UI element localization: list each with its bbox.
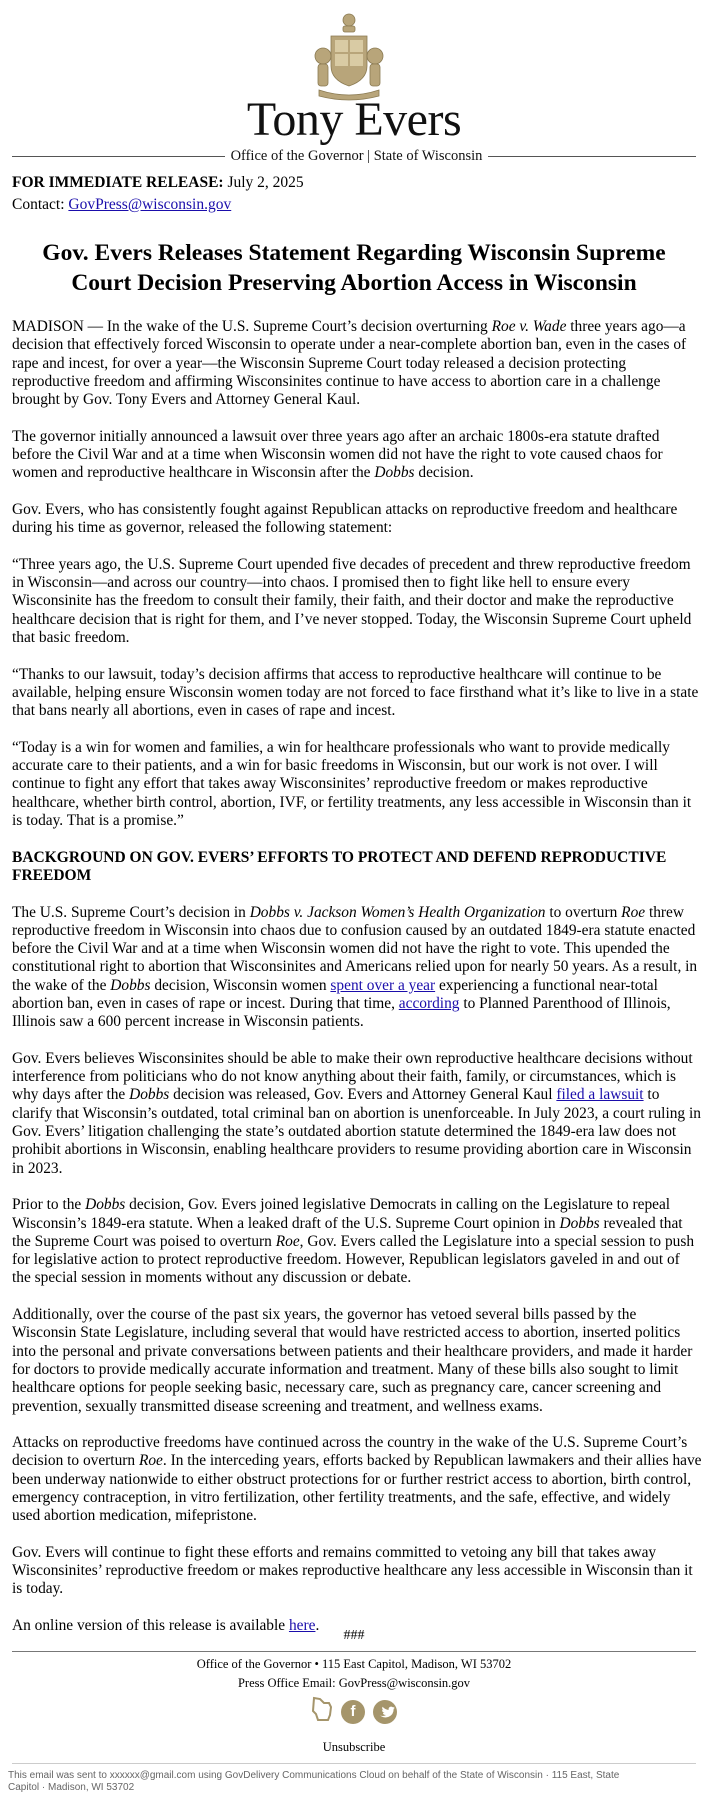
- filed-a-lawsuit-link[interactable]: filed a lawsuit: [556, 1086, 644, 1104]
- paragraph: [12, 428, 702, 483]
- quote-paragraph: “Today is a win for women and families, a win for healthcare professionals who want to provide medically accurate care to their patients, and a win for basic freedoms in Wisconsin, but our work is not over. I will continue to fight any effort that takes away Wisconsinites’ reproductive freedom or makes reproductive healthcare, whether birth control, abortion, IVF, or fertility treatments, any less accessible in Wisconsin than it is today. That is a promise.”: [12, 738, 692, 830]
- text: Prior to the: [12, 1196, 86, 1214]
- office-line: Office of the Governor | State of Wisconsin: [230, 148, 483, 164]
- governor-name: Tony Evers: [246, 93, 462, 146]
- text: MADISON — In the wake of the U.S. Supreme Court’s decision overturning: [12, 318, 492, 335]
- italic-text: Dobbs: [129, 1086, 170, 1104]
- paragraph: [12, 318, 702, 409]
- paragraph: Gov. Evers, who has consistently fought against Republican attacks on reproductive freedom and healthcare during his time as governor, released the following statement:: [12, 500, 678, 537]
- text: experiencing a functional near-total abortion ban, even in cases of rape or incest. During that time,: [12, 976, 658, 1012]
- release-label: FOR IMMEDIATE RELEASE:: [12, 174, 224, 191]
- text: Gov. Evers believes Wisconsinites should be able to make their own reproductive healthcare decisions without interference from politicians who do not know anything about their faith, family, or circumstances, which is why days after the: [12, 1049, 693, 1104]
- paragraph: [12, 904, 702, 1032]
- twitter-icon[interactable]: [373, 1700, 397, 1724]
- background-heading: BACKGROUND ON GOV. EVERS’ EFFORTS TO PROTECT AND DEFEND REPRODUCTIVE FREEDOM: [12, 848, 667, 884]
- contact-email-link[interactable]: GovPress@wisconsin.gov: [68, 196, 232, 213]
- italic-text: Roe: [621, 903, 646, 921]
- footer-press-email: Press Office Email: GovPress@wisconsin.gov: [237, 1676, 471, 1690]
- paragraph: Gov. Evers will continue to fight these efforts and remains committed to vetoing any bill that takes away Wisconsinites’ reproductive freedom or makes reproductive healthcare any less accessible in Wisconsin than it is today.: [12, 1543, 693, 1598]
- italic-text: Dobbs: [374, 464, 415, 482]
- divider: [488, 156, 696, 157]
- online-version-link[interactable]: here: [288, 1617, 316, 1635]
- footer-divider: [12, 1651, 696, 1652]
- bottom-divider: [12, 1763, 696, 1764]
- unsubscribe-link[interactable]: Unsubscribe: [322, 1740, 386, 1754]
- according-link[interactable]: according: [398, 994, 460, 1012]
- release-body: [12, 318, 702, 1654]
- delivery-disclaimer: This email was sent to xxxxxx@gmail.com using GovDelivery Communications Cloud on behalf of the State of Wisconsin · 115 East, State Capitol · Madison, WI 53702: [8, 1770, 620, 1793]
- paragraph: [12, 1434, 702, 1525]
- italic-text: Dobbs: [85, 1196, 126, 1214]
- text: .: [315, 1617, 320, 1635]
- text: An online version of this release is available: [12, 1617, 289, 1635]
- text: decision was released, Gov. Evers and Attorney General Kaul: [169, 1086, 557, 1104]
- wisconsin-icon[interactable]: [311, 1696, 333, 1727]
- text: threw reproductive freedom in Wisconsin into chaos due to confusion caused by an outdated 1849-era statute enacted before the Civil War and at a time when Wisconsin women did not have the right to vote. This upended the constitutional right to abortion that Wisconsinites and Americans relied upon for nearly 50 years. As a result, in the wake of the: [12, 903, 698, 994]
- text: . In the interceding years, efforts backed by Republican lawmakers and their allies have been underway nationwide to either obstruct protections for or further restrict access to abortion, birth control, emergency contraception, in vitro fertilization, other fertility treatments, and the safe, effective, and widely used abortion medication, mifepristone.: [12, 1452, 702, 1525]
- footer-address: Office of the Governor • 115 East Capitol, Madison, WI 53702: [196, 1657, 512, 1671]
- quote-paragraph: “Three years ago, the U.S. Supreme Court upended five decades of precedent and threw reproductive freedom in Wisconsin—and across our country—into chaos. I promised then to fight like hell to ensure every Wisconsinite has the freedom to consult their family, their faith, and their doctor and make the reproductive healthcare decision that is right for them, and I’ve never stopped. Today, the Wisconsin Supreme Court upheld that basic freedom.: [12, 555, 692, 647]
- text: to Planned Parenthood of Illinois, Illinois saw a 600 percent increase in Wisconsin patients.: [12, 994, 671, 1031]
- text: three years ago—a decision that effectively forced Wisconsin to operate under a near-complete abortion ban, even in the cases of rape and incest, for over a year—the Wisconsin Supreme Court today released a decision protecting reproductive freedom and affirming Wisconsinites continue to have access to abortion care in a challenge brought by Gov. Tony Evers and Attorney General Kaul.: [12, 318, 687, 409]
- paragraph: [12, 1196, 702, 1287]
- italic-text: Dobbs: [110, 976, 151, 994]
- spent-over-a-year-link[interactable]: spent over a year: [330, 976, 436, 994]
- state-seal-logo: [313, 10, 385, 102]
- italic-text: Roe v. Wade: [491, 318, 567, 335]
- divider: [12, 156, 225, 157]
- facebook-icon[interactable]: f: [341, 1700, 365, 1724]
- release-date: July 2, 2025: [227, 174, 304, 191]
- release-title: Gov. Evers Releases Statement Regarding Wisconsin Supreme Court Decision Preserving Abortion Access in Wisconsin: [42, 240, 666, 296]
- text: decision, Wisconsin women: [150, 976, 331, 994]
- contact-label: Contact:: [12, 196, 65, 213]
- text: to clarify that Wisconsin’s outdated, total criminal ban on abortion is unenforceable. In July 2023, a court ruling in Gov. Evers’ litigation challenging the state’s outdated abortion statute determined the 1849-era law does not prohibit abortions in Wisconsin, enabling healthcare providers to resume providing abortion care in Wisconsin in 2023.: [12, 1086, 701, 1177]
- italic-text: Dobbs v. Jackson Women’s Health Organization: [249, 903, 546, 921]
- text: Attacks on reproductive freedoms have continued across the country in the wake of the U.S. Supreme Court’s decision to overturn: [12, 1434, 688, 1470]
- text: The U.S. Supreme Court’s decision in: [12, 903, 250, 921]
- office-line-row: [12, 146, 696, 166]
- paragraph: Additionally, over the course of the past six years, the governor has vetoed several bills passed by the Wisconsin State Legislature, including several that would have restricted access to abortion, inserted politics into the personal and private conversations between patients and their healthcare providers, and made it harder for doctors to provide medically accurate information and treatment. Many of these bills also sought to limit healthcare options for people seeking basic, necessary care, such as pregnancy care, cancer screening and prevention, sexually transmitted disease screening and treatment, and wellness exams.: [12, 1306, 693, 1415]
- paragraph: [12, 1050, 702, 1178]
- italic-text: Roe: [275, 1232, 300, 1250]
- text: decision.: [414, 464, 474, 482]
- text: , Gov. Evers called the Legislature into a special session to push for legislative action to protect reproductive freedom. However, Republican legislators gaveled in and out of the special session in moments without any discussion or debate.: [12, 1232, 695, 1287]
- italic-text: Dobbs: [559, 1214, 600, 1232]
- social-links: [0, 1696, 708, 1727]
- end-mark: ###: [343, 1628, 365, 1643]
- italic-text: Roe: [138, 1452, 163, 1470]
- text: The governor initially announced a lawsuit over three years ago after an archaic 1800s-era statute drafted before the Civil War and at a time when Wisconsin women did not have the right to vote caused chaos for women and reproductive healthcare in Wisconsin after the: [12, 427, 663, 482]
- text: to overturn: [545, 903, 622, 921]
- release-meta: [12, 172, 304, 216]
- text: decision, Gov. Evers joined legislative Democrats in calling on the Legislature to repeal Wisconsin’s 1849-era statute. When a leaked draft of the U.S. Supreme Court opinion in: [12, 1196, 671, 1232]
- quote-paragraph: “Thanks to our lawsuit, today’s decision affirms that access to reproductive healthcare will continue to be available, helping ensure Wisconsin women today are not forced to face firsthand what it’s like to live in a state that bans nearly all abortions, even in cases of rape and incest.: [12, 665, 699, 720]
- text: revealed that the Supreme Court was poised to overturn: [12, 1214, 683, 1250]
